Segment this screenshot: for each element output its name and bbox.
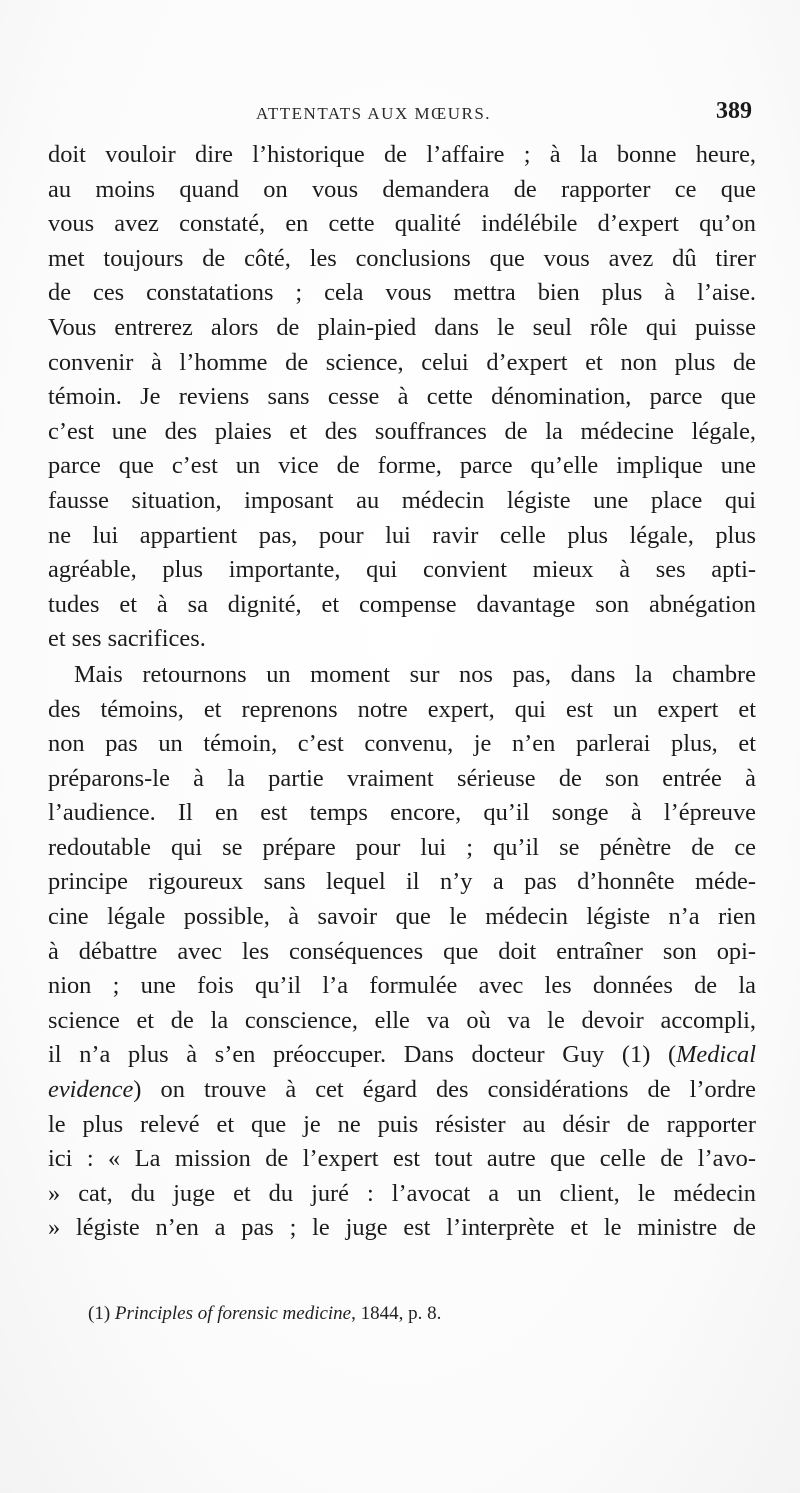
text-line: c’est une des plaies et des souffrances de la médecine légale, (48, 417, 756, 445)
text-line: agréable, plus importante, qui convient mieux à ses apti- (48, 556, 756, 584)
text-line: ne lui appartient pas, pour lui ravir celle plus légale, plus (48, 521, 756, 549)
footnote-rest: , 1844, p. 8. (351, 1303, 442, 1324)
text-line: evidence) on trouve à cet égard des considérations de l’ordre (48, 1076, 756, 1104)
paragraph-1 (48, 138, 756, 657)
text-line: et ses sacrifices. (48, 625, 206, 653)
text-line: science et de la conscience, elle va où va le devoir accompli, (48, 1006, 756, 1034)
text-line: Vous entrerez alors de plain-pied dans le seul rôle qui puisse (48, 313, 756, 341)
text-line: au moins quand on vous demandera de rapporter ce que (48, 175, 756, 203)
text-line: il n’a plus à s’en préoccuper. Dans docteur Guy (1) (Medical (48, 1041, 756, 1069)
text-line: redoutable qui se prépare pour lui ; qu’il se pénètre de ce (48, 833, 756, 861)
running-title: ATTENTATS AUX MŒURS. (256, 104, 492, 123)
text-line: cine légale possible, à savoir que le médecin légiste n’a rien (48, 903, 756, 931)
text-line: » légiste n’en a pas ; le juge est l’interprète et le ministre de (48, 1214, 756, 1242)
text-line: l’audience. Il en est temps encore, qu’il songe à l’épreuve (48, 799, 756, 827)
text-line: doit vouloir dire l’historique de l’affaire ; à la bonne heure, (48, 141, 756, 168)
text-line: principe rigoureux sans lequel il n’y a pas d’honnête méde- (48, 868, 756, 896)
text-line: préparons-le à la partie vraiment sérieuse de son entrée à (48, 764, 756, 792)
text-line: fausse situation, imposant au médecin légiste une place qui (48, 486, 756, 514)
text-line: ici : « La mission de l’expert est tout autre que celle de l’avo- (48, 1145, 756, 1173)
text-line: vous avez constaté, en cette qualité indélébile d’expert qu’on (48, 210, 756, 238)
text-line: met toujours de côté, les conclusions que vous avez dû tirer (48, 244, 756, 272)
text-line: des témoins, et reprenons notre expert, qui est un expert et (48, 695, 756, 723)
page-number: 389 (716, 98, 752, 124)
text-line: témoin. Je reviens sans cesse à cette dénomination, parce que (48, 383, 756, 411)
text-line: » cat, du juge et du juré : l’avocat a un client, le médecin (48, 1179, 756, 1207)
text-line: non pas un témoin, c’est convenu, je n’en parlerai plus, et (48, 730, 756, 758)
footnote (88, 1302, 738, 1326)
text-line: parce que c’est un vice de forme, parce qu’elle implique une (48, 452, 756, 480)
text-line: nion ; une fois qu’il l’a formulée avec les données de la (48, 972, 756, 1000)
page-header (0, 98, 800, 130)
text-line: tudes et à sa dignité, et compense davantage son abnégation (48, 590, 756, 618)
text-line: convenir à l’homme de science, celui d’expert et non plus de (48, 348, 756, 376)
text-line: Mais retournons un moment sur nos pas, dans la chambre (74, 660, 756, 688)
paragraph-2 (48, 658, 756, 1246)
text-line: le plus relevé et que je ne puis résister au désir de rapporter (48, 1110, 756, 1138)
text-line: de ces constatations ; cela vous mettra bien plus à l’aise. (48, 279, 756, 307)
footnote-title: Principles of forensic medicine (114, 1303, 352, 1324)
footnote-marker: (1) (88, 1303, 111, 1324)
body-text (48, 138, 756, 1246)
text-line: à débattre avec les conséquences que doit entraîner son opi- (48, 937, 756, 965)
